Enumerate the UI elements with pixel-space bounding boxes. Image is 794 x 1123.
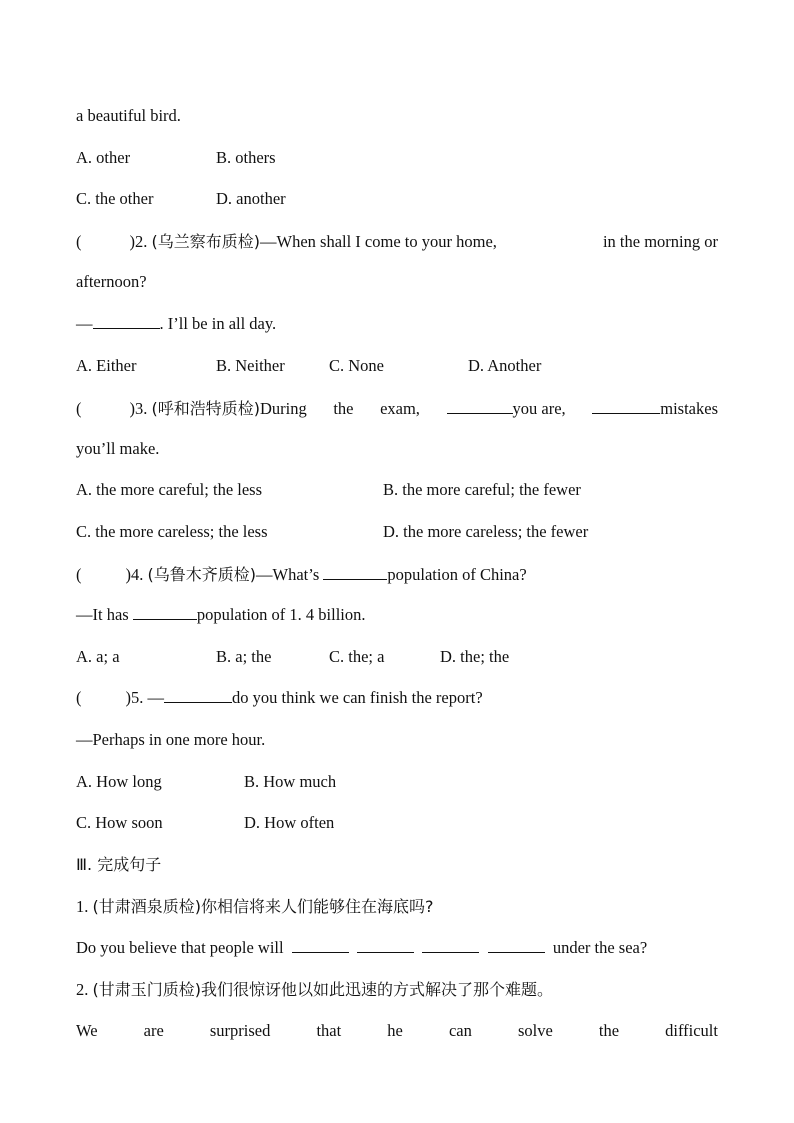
q5-option-d: D. How often: [244, 813, 335, 832]
q5-option-c: C. How soon: [76, 813, 163, 832]
q3-word: During: [260, 399, 307, 418]
q3-mid2: mistakes: [660, 399, 718, 418]
s1-english-b: under the sea?: [552, 938, 648, 957]
q3-option-d: D. the more careless; the fewer: [383, 522, 589, 541]
q4-option-c: C. the; a: [329, 647, 385, 666]
s2-word: can: [448, 1021, 472, 1040]
q5-option-b: B. How much: [244, 772, 337, 791]
q2-option-c: C. None: [329, 356, 384, 375]
q4-text2a: —It has: [76, 605, 129, 624]
q2-source: (乌兰察布质检): [151, 232, 260, 251]
q2-option-a: A. Either: [76, 356, 137, 375]
q5-text2: —Perhaps in one more hour.: [76, 730, 266, 749]
s2-word: are: [143, 1021, 164, 1040]
q3-option-b: B. the more careful; the fewer: [383, 480, 581, 499]
q3-fill-blank-1[interactable]: [447, 399, 513, 414]
s2-word: surprised: [209, 1021, 271, 1040]
q4-open-paren: (: [76, 565, 82, 584]
q3-mid1: you are,: [512, 399, 566, 418]
s1-number: 1.: [76, 897, 89, 916]
q5-open-paren: (: [76, 688, 82, 707]
q2-answer-line: [76, 313, 276, 335]
s2-word: the: [598, 1021, 620, 1040]
q2-fill-blank[interactable]: [93, 314, 160, 329]
q4-text2b: population of 1. 4 billion.: [196, 605, 366, 624]
q2-text3: afternoon?: [76, 272, 147, 291]
q2-option-d: D. Another: [468, 356, 542, 375]
q4-option-a: A. a; a: [76, 647, 120, 666]
s2-number: 2.: [76, 980, 89, 999]
q4-stem: [76, 564, 527, 586]
q1-option-c: C. the other: [76, 189, 154, 208]
q1-option-b: B. others: [216, 148, 276, 167]
q1-option-a: A. other: [76, 148, 131, 167]
s1-chinese-text: (甘肃酒泉质检)你相信将来人们能够住在海底吗?: [92, 897, 434, 916]
q4-fill-blank-2[interactable]: [133, 605, 197, 620]
q4-fill-blank-1[interactable]: [323, 565, 387, 580]
q3-source: (呼和浩特质检): [151, 399, 260, 418]
q2-option-b: B. Neither: [216, 356, 285, 375]
q3-option-c: C. the more careless; the less: [76, 522, 268, 541]
q5-stem: [76, 687, 483, 709]
q1-continuation: a beautiful bird.: [76, 106, 181, 125]
s2-word: solve: [517, 1021, 553, 1040]
q5-option-a: A. How long: [76, 772, 162, 791]
q4-text1a: —What’s: [256, 565, 320, 584]
q2-text1: —When shall I come to your home,: [260, 232, 497, 251]
s2-word: that: [316, 1021, 342, 1040]
q3-open-paren: (: [76, 399, 82, 418]
q3-text2: you’ll make.: [76, 439, 160, 458]
q4-option-d: D. the; the: [440, 647, 510, 666]
q4-close-paren: )4.: [125, 565, 144, 584]
q2-answer-post: . I’ll be in all day.: [159, 314, 277, 333]
s1-chinese: [76, 896, 433, 918]
q2-text2: in the morning or: [602, 232, 718, 251]
q5-fill-blank[interactable]: [164, 688, 232, 703]
s1-fill-blank-2[interactable]: [357, 938, 414, 953]
q1-option-d: D. another: [216, 189, 286, 208]
section-heading: Ⅲ. 完成句子: [76, 855, 162, 874]
q3-fill-blank-2[interactable]: [592, 399, 660, 414]
s2-english: [76, 1020, 718, 1042]
q4-line2: [76, 604, 366, 626]
q3-close-paren: )3.: [129, 399, 148, 418]
q3-word: exam,: [380, 399, 420, 418]
s1-english: [76, 937, 647, 959]
s2-word: he: [387, 1021, 403, 1040]
q3-option-a: A. the more careful; the less: [76, 480, 263, 499]
q2-answer-pre: —: [76, 314, 93, 333]
q2-stem: [76, 231, 718, 253]
q5-close-paren: )5. —: [125, 688, 164, 707]
s2-chinese: [76, 979, 553, 1001]
s2-word: We: [76, 1021, 98, 1040]
s1-fill-blank-4[interactable]: [488, 938, 545, 953]
q4-text1b: population of China?: [387, 565, 527, 584]
s2-chinese-text: (甘肃玉门质检)我们很惊讶他以如此迅速的方式解决了那个难题。: [92, 980, 553, 999]
s1-english-a: Do you believe that people will: [76, 938, 284, 957]
q4-source: (乌鲁木齐质检): [147, 565, 256, 584]
s2-word: difficult: [665, 1021, 718, 1040]
q3-word: the: [333, 399, 354, 418]
q3-stem: [76, 398, 718, 420]
s1-fill-blank-1[interactable]: [292, 938, 349, 953]
q2-close-paren: )2.: [129, 232, 148, 251]
q4-option-b: B. a; the: [216, 647, 272, 666]
s1-fill-blank-3[interactable]: [422, 938, 479, 953]
q2-open-paren: (: [76, 232, 82, 251]
q5-text1b: do you think we can finish the report?: [232, 688, 483, 707]
